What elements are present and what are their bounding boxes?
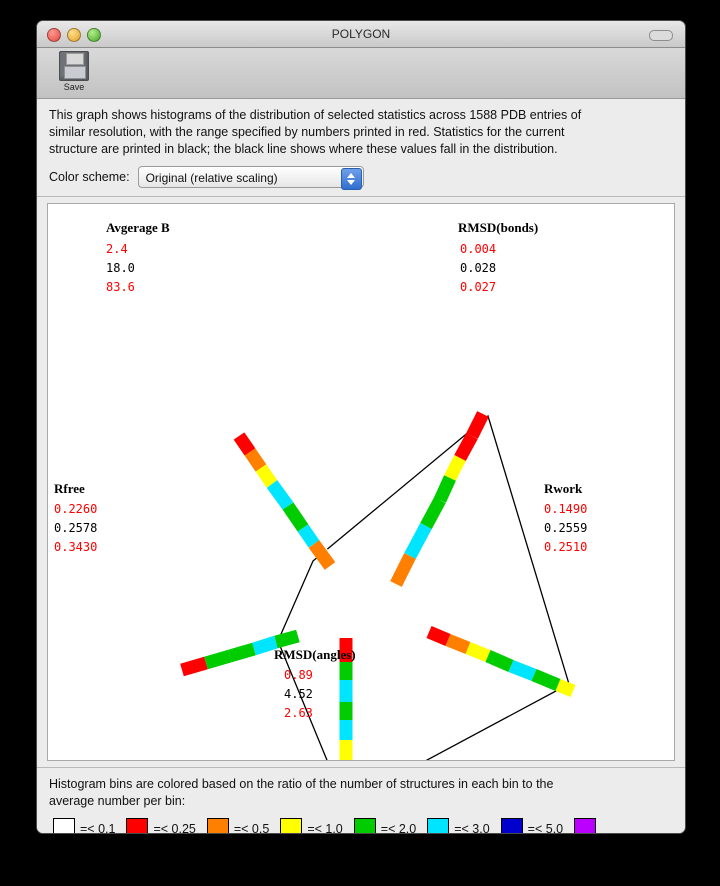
title-bar xyxy=(37,21,685,48)
current-structure-polygon xyxy=(278,416,569,760)
legend-item xyxy=(126,818,195,834)
axis-values-rmsd-bonds xyxy=(460,240,496,297)
description-line-1: This graph shows histograms of the distribution of selected statistics across 1588 PDB entries of xyxy=(49,108,582,122)
legend-swatch-label: =< 0.25 xyxy=(153,822,196,834)
axis-values-rmsd-angles xyxy=(284,666,313,723)
save-button[interactable] xyxy=(49,51,99,92)
legend-swatch-yellow xyxy=(280,818,302,834)
window-title: POLYGON xyxy=(331,27,391,41)
legend-panel xyxy=(37,767,685,834)
floppy-disk-icon xyxy=(59,51,89,81)
axis-values-rfree xyxy=(54,500,97,557)
axis-label-avgerage-b: Avgerage B xyxy=(106,220,170,235)
axis-min-rwork: 0.1490 xyxy=(544,502,588,516)
axis-min-rfree: 0.2260 xyxy=(54,502,98,516)
legend-item xyxy=(574,818,601,834)
axis-values-avgerage-b xyxy=(106,240,135,297)
color-scheme-label: Color scheme: xyxy=(49,170,130,184)
axis-max-rfree: 0.3430 xyxy=(54,540,98,554)
legend-item xyxy=(207,818,269,834)
legend-swatch-green xyxy=(354,818,376,834)
axis-min-rmsd-bonds: 0.004 xyxy=(460,242,497,256)
axis-value-avgerage-b: 18.0 xyxy=(106,261,135,275)
legend-swatch-label: =< 0.1 xyxy=(80,822,116,834)
color-scheme-row xyxy=(37,162,685,197)
legend-swatch-list xyxy=(49,818,673,834)
legend-swatch-label: =< 5.0 xyxy=(527,822,564,834)
legend-swatch-label: =< 2.0 xyxy=(380,822,417,834)
legend-caption xyxy=(49,776,673,810)
legend-caption-line-2: average number per bin: xyxy=(49,794,186,808)
legend-caption-line-1: Histogram bins are colored based on the ratio of the number of structures in each bin to the xyxy=(49,777,554,791)
axis-max-rwork: 0.2510 xyxy=(544,540,588,554)
color-scheme-select[interactable] xyxy=(138,166,364,188)
axis-min-rmsd-angles: 0.89 xyxy=(284,668,313,682)
axis-value-rwork: 0.2559 xyxy=(544,521,588,535)
color-scheme-selected-value: Original (relative scaling) xyxy=(145,171,278,185)
close-window-button[interactable] xyxy=(47,28,61,42)
legend-swatch-cyan xyxy=(427,818,449,834)
axis-label-rfree: Rfree xyxy=(54,481,85,496)
legend-swatch-blue xyxy=(501,818,523,834)
description-text xyxy=(37,99,685,162)
toolbar xyxy=(37,48,685,99)
legend-swatch-label: =< 1.0 xyxy=(307,822,343,834)
legend-swatch-purple xyxy=(574,818,596,834)
axis-max-avgerage-b: 83.6 xyxy=(106,280,135,294)
axis-values-rwork xyxy=(544,500,587,557)
axis-value-rmsd-angles: 4.52 xyxy=(284,687,313,701)
legend-item xyxy=(53,818,115,834)
legend-swatch-label: =< 0.5 xyxy=(233,822,270,834)
description-line-3: structure are printed in black; the black line shows where these values fall in the distribution. xyxy=(49,142,558,156)
save-button-label: Save xyxy=(63,82,85,92)
legend-item xyxy=(501,818,563,834)
axis-bar-avgerage-b xyxy=(239,436,330,566)
axis-min-avgerage-b: 2.4 xyxy=(106,242,128,256)
zoom-window-button[interactable] xyxy=(87,28,101,42)
description-line-2: similar resolution, with the range specified by numbers printed in red. Statistics for the current xyxy=(49,125,565,139)
legend-item xyxy=(354,818,416,834)
minimize-window-button[interactable] xyxy=(67,28,81,42)
legend-swatch-label: =< 3.0 xyxy=(454,822,490,834)
application-window xyxy=(36,20,686,834)
axis-bar-rwork xyxy=(410,624,573,691)
axis-bar-rmsd-bonds xyxy=(396,414,483,584)
legend-item xyxy=(280,818,342,834)
legend-swatch-red xyxy=(126,818,148,834)
legend-item xyxy=(427,818,489,834)
axis-label-rmsd-bonds: RMSD(bonds) xyxy=(458,220,539,235)
toolbar-toggle-button[interactable] xyxy=(649,30,673,41)
polygon-plot xyxy=(47,203,675,761)
axis-value-rfree: 0.2578 xyxy=(54,521,98,535)
legend-swatch-orange xyxy=(207,818,229,834)
axis-value-rmsd-bonds: 0.028 xyxy=(460,261,497,275)
axis-label-rwork: Rwork xyxy=(544,481,583,496)
axis-max-rmsd-bonds: 0.027 xyxy=(460,280,497,294)
legend-swatch-white xyxy=(53,818,75,834)
axis-max-rmsd-angles: 2.63 xyxy=(284,706,313,720)
chart-area xyxy=(37,197,685,761)
chevron-updown-icon xyxy=(341,168,362,190)
axis-label-rmsd-angles: RMSD(angles) xyxy=(274,647,356,662)
